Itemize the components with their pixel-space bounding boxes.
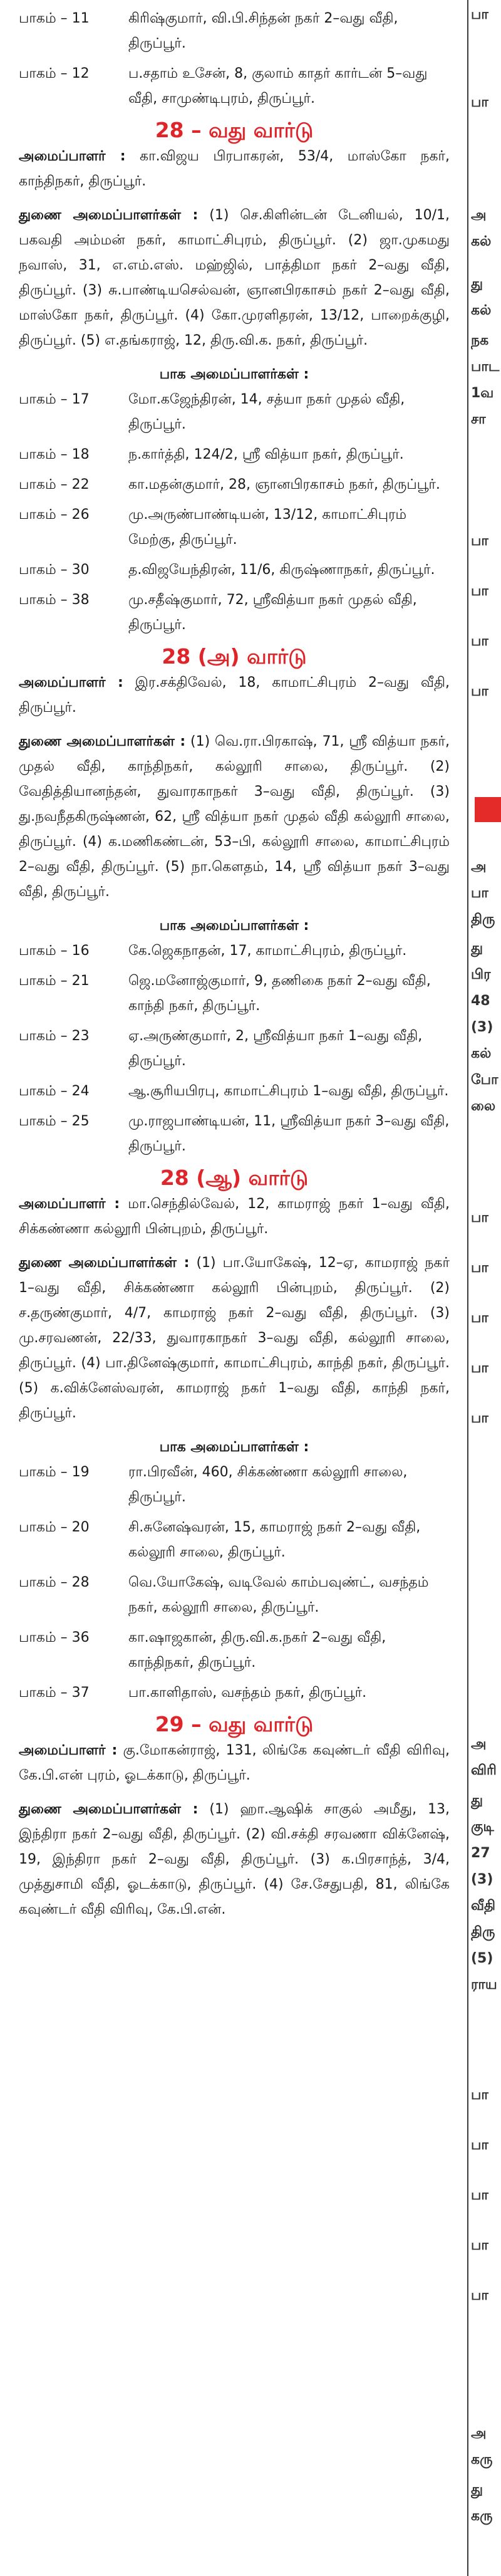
- continued-entries: [19, 0, 450, 112]
- clipped-text-fragment: கல்: [471, 303, 492, 318]
- list-item: [19, 6, 450, 56]
- clipped-text-fragment: பா: [471, 95, 488, 110]
- part-address: ரா.பிரவீன், 460, சிக்கண்ணா கல்லூரி சாலை, திருப்பூர்.: [128, 1464, 408, 1505]
- organizer-text: மா.செந்தில்வேல், 12, காமராஜ் நகர் 1–வது வீதி, சிக்கண்ணா கல்லூரி பின்புறம், திருப்பூர்.: [19, 1196, 450, 1237]
- clipped-text-fragment: கரு: [471, 2508, 493, 2524]
- list-item: [19, 939, 450, 964]
- ward-title: 28 – வது வார்டு: [155, 118, 314, 142]
- clipped-text-fragment: து: [471, 2482, 483, 2498]
- clipped-text-fragment: லை: [471, 1098, 496, 1114]
- list-item: [19, 969, 450, 1019]
- list-item: [19, 1460, 450, 1510]
- clipped-text-fragment: அ: [471, 207, 487, 223]
- organizer-label: அமைப்பாளர் :: [19, 675, 123, 691]
- list-item: [19, 1570, 450, 1620]
- clipped-text-fragment: 48: [471, 993, 490, 1009]
- clipped-text-fragment: பா: [471, 583, 488, 599]
- deputy-paragraph: [19, 1251, 450, 1426]
- organizer-paragraph: [19, 670, 450, 721]
- part-address: கே.ஜெகநாதன், 17, காமாட்சிபுரம், திருப்பூர்.: [128, 943, 407, 959]
- adjacent-column-edge: [471, 0, 501, 2576]
- clipped-text-fragment: 1வ: [471, 385, 494, 401]
- clipped-text-fragment: பா: [471, 1310, 488, 1326]
- clipped-text-fragment: பா: [471, 634, 488, 649]
- clipped-text-fragment: போ: [471, 1072, 498, 1088]
- part-label: பாகம் – 18: [19, 447, 90, 462]
- clipped-text-fragment: பா: [471, 2288, 488, 2303]
- deputy-paragraph: [19, 729, 450, 905]
- clipped-text-fragment: கல்: [471, 1046, 492, 1061]
- clipped-text-fragment: பா: [471, 2087, 488, 2103]
- part-label: பாகம் – 19: [19, 1464, 90, 1480]
- organizer-text: இர.சக்திவேல், 18, காமாட்சிபுரம் 2–வது வீதி, திருப்பூர்.: [19, 675, 450, 716]
- deputy-label: துணை அமைப்பாளர்கள் :: [19, 1255, 190, 1271]
- part-address: மு.சதீஷ்குமார், 72, ஸ்ரீவித்யா நகர் முதல் வீதி, திருப்பூர்.: [128, 592, 417, 633]
- part-label: பாகம் – 20: [19, 1520, 90, 1535]
- list-item: [19, 1024, 450, 1074]
- column-divider: [467, 0, 468, 2576]
- clipped-text-fragment: விரி: [471, 1763, 497, 1778]
- clipped-text-fragment: ராய: [471, 1977, 497, 1993]
- part-address: கா.ஷாஜகான், திரு.வி.க.நகர் 2–வது வீதி, காந்திநகர், திருப்பூர்.: [128, 1630, 386, 1671]
- clipped-text-fragment: பிர: [471, 967, 491, 983]
- deputy-text: (1) பா.யோகேஷ், 12–ஏ, காமராஜ் நகர் 1–வது வீதி, சிக்கண்ணா கல்லூரி பின்புறம், திருப்பூர். (2) ச.தருண்குமார், 4/7, காமராஜ் நகர் 2–வது வீதி, திருப்பூர். (3) மு.சரவணன், 22/33, துவாரகாநகர் 3–வது வீதி, கல்லூரி சாலை, திருப்பூர். (4) பா.தினேஷ்குமார், காமாட்சிபுரம், காந்தி நகர், திருப்பூர். (5) க.விக்னேஸ்வரன், காமராஜ் நகர் 1–வது வீதி, காந்தி நகர், திருப்பூர்.: [19, 1255, 450, 1421]
- part-address: வெ.யோகேஷ், வடிவேல் காம்பவுண்ட், வசந்தம் நகர், கல்லூரி சாலை, திருப்பூர்.: [128, 1575, 429, 1615]
- list-item: [19, 1681, 450, 1706]
- organizer-paragraph: [19, 1738, 450, 1788]
- clipped-text-fragment: சா: [471, 412, 486, 427]
- clipped-text-fragment: திரு: [471, 912, 495, 927]
- organizer-paragraph: [19, 144, 450, 194]
- part-address: கிரிஷ்குமார், வி.பி.சிந்தன் நகர் 2–வது வீதி, திருப்பூர்.: [128, 11, 398, 51]
- clipped-text-fragment: து: [471, 276, 483, 292]
- clipped-text-fragment: திரு: [471, 1924, 495, 1940]
- clipped-text-fragment: அ: [471, 2426, 487, 2441]
- part-label: பாகம் – 16: [19, 943, 90, 959]
- part-label: பாகம் – 38: [19, 592, 90, 608]
- deputy-paragraph: [19, 203, 450, 353]
- part-label: பாகம் – 25: [19, 1113, 90, 1129]
- red-section-bar: [475, 797, 501, 822]
- ward-section: [19, 643, 450, 1159]
- deputy-label: துணை அமைப்பாளர்கள் :: [19, 1802, 199, 1817]
- part-address: மோ.கஜேந்திரன், 14, சத்யா நகர் முதல் வீதி, திருப்பூர்.: [128, 392, 405, 432]
- clipped-text-fragment: து: [471, 941, 483, 956]
- part-label: பாகம் – 21: [19, 973, 90, 989]
- clipped-text-fragment: பா: [471, 533, 488, 549]
- ward-title: 28 (ஆ) வார்டு: [160, 1165, 309, 1190]
- part-label: பாகம் – 26: [19, 507, 90, 523]
- clipped-text-fragment: பா: [471, 684, 488, 699]
- part-address: பா.காளிதாஸ், வசந்தம் நகர், திருப்பூர்.: [128, 1685, 367, 1701]
- part-address: ஏ.அருண்குமார், 2, ஸ்ரீவித்யா நகர் 1–வது வீதி, திருப்பூர்.: [128, 1028, 423, 1069]
- clipped-text-fragment: து: [471, 1793, 483, 1808]
- clipped-text-fragment: பா: [471, 1210, 488, 1226]
- clipped-text-fragment: பா: [471, 2188, 488, 2203]
- clipped-text-fragment: (3): [471, 1872, 493, 1887]
- part-label: பாகம் – 17: [19, 392, 90, 407]
- list-item: [19, 61, 450, 112]
- organizer-text: கு.மோகன்ராஜ், 131, லிங்கே கவுண்டர் வீதி விரிவு, கே.பி.என் புரம், ஓடக்காடு, திருப்பூர்.: [19, 1743, 450, 1783]
- part-address: மு.ராஜபாண்டியன், 11, ஸ்ரீவித்யா நகர் 3–வது வீதி, திருப்பூர்.: [128, 1113, 450, 1154]
- clipped-text-fragment: அ: [471, 1736, 487, 1752]
- organizer-label: அமைப்பாளர் :: [19, 1196, 120, 1212]
- part-label: பாகம் – 12: [19, 66, 90, 81]
- list-item: [19, 1079, 450, 1104]
- clipped-text-fragment: பா: [471, 1260, 488, 1276]
- part-label: பாகம் – 22: [19, 477, 90, 493]
- list-item: [19, 1109, 450, 1159]
- part-organizers-heading: பாக அமைப்பாளர்கள் :: [159, 367, 309, 382]
- clipped-text-fragment: குடி: [471, 1819, 494, 1835]
- clipped-text-fragment: (3): [471, 1019, 493, 1035]
- deputy-label: துணை அமைப்பாளர்கள் :: [19, 207, 199, 223]
- ward-section: [19, 117, 450, 638]
- part-address: கா.மதன்குமார், 28, ஞானபிரகாசம் நகர், திருப்பூர்.: [128, 477, 440, 493]
- clipped-text-fragment: கரு: [471, 2452, 493, 2468]
- deputy-text: (1) ஹா.ஆஷிக் சாகுல் அமீது, 13, இந்திரா நகர் 2–வது வீதி, திருப்பூர். (2) வி.சக்தி சரவணா விக்னேஷ், 19, இந்திரா நகர் 2–வது வீதி, திருப்பூர். (3) க.பிரசாந்த், 3/4, முத்துசாமி வீதி, ஓடக்காடு, திருப்பூர். (4) சே.சேதுபதி, 81, லிங்கே கவுண்டர் வீதி விரிவு, கே.பி.என்.: [19, 1802, 450, 1917]
- list-item: [19, 1625, 450, 1676]
- ward-section: [19, 1164, 450, 1706]
- list-item: [19, 472, 450, 498]
- clipped-text-fragment: பா: [471, 7, 488, 23]
- clipped-text-fragment: கல்: [471, 234, 492, 249]
- part-label: பாகம் – 36: [19, 1630, 90, 1645]
- clipped-text-fragment: பா: [471, 2238, 488, 2253]
- clipped-text-fragment: வீதி: [471, 1898, 496, 1914]
- clipped-text-fragment: பா: [471, 1411, 488, 1426]
- deputy-text: (1) செ.கிளின்டன் டேனியல், 10/1, பகவதி அம்மன் நகர், காமாட்சிபுரம், திருப்பூர். (2) ஜா.முகமது நவாஸ், 31, எ.எம்.எஸ். மஹ்ஜில், பாத்திமா நகர் 2–வது வீதி, திருப்பூர். (3) சு.பாண்டியசெல்வன், ஞானபிரகாசம் நகர் 2–வது வீதி, மாஸ்கோ நகர், திருப்பூர். (4) கோ.முரளிதரன், 13/12, பாறைக்குழி, திருப்பூர். (5) எ.தங்கராஜ், 12, திரு.வி.க. நகர், திருப்பூர்.: [19, 207, 450, 348]
- clipped-text-fragment: பாட: [471, 359, 500, 375]
- deputy-text: (1) வெ.ரா.பிரகாஷ், 71, ஸ்ரீ வித்யா நகர், முதல் வீதி, காந்திநகர், கல்லூரி சாலை, திருப்பூர். (2) வேதித்தியானந்தன், துவாரகாநகர் 3–வது வீதி, திருப்பூர். (3) து.நவநீதகிருஷ்ணன், 62, ஸ்ரீ வித்யா நகர் முதல் வீதி கல்லூரி சாலை, திருப்பூர். (4) க.மணிகண்டன், 53–பி, கல்லூரி சாலை, காமாட்சிபுரம் 2–வது வீதி, திருப்பூர். (5) நா.கௌதம், 14, ஸ்ரீ வித்யா நகர் 3–வது வீதி, திருப்பூர்.: [19, 734, 450, 900]
- organizer-label: அமைப்பாளர் :: [19, 1743, 118, 1758]
- part-address: ஆ.சூரியபிரபு, காமாட்சிபுரம் 1–வது வீதி, திருப்பூர்.: [128, 1083, 449, 1099]
- list-item: [19, 588, 450, 638]
- clipped-text-fragment: பா: [471, 1360, 488, 1376]
- part-address: ஜெ.மனோஜ்குமார், 9, தணிகை நகர் 2–வது வீதி, காந்தி நகர், திருப்பூர்.: [128, 973, 431, 1014]
- clipped-text-fragment: நக: [471, 333, 489, 348]
- list-item: [19, 558, 450, 583]
- part-organizers-heading: பாக அமைப்பாளர்கள் :: [159, 918, 309, 934]
- part-label: பாகம் – 23: [19, 1028, 90, 1044]
- organizer-paragraph: [19, 1192, 450, 1242]
- organizer-text: கா.விஜய பிரபாகரன், 53/4, மாஸ்கோ நகர், காந்திநகர், திருப்பூர்.: [19, 149, 450, 189]
- part-address: த.விஜயேந்திரன், 11/6, கிருஷ்ணாநகர், திருப்பூர்.: [128, 562, 435, 578]
- part-organizers-heading: பாக அமைப்பாளர்கள் :: [159, 1439, 309, 1455]
- part-label: பாகம் – 30: [19, 562, 90, 578]
- clipped-text-fragment: அ: [471, 859, 487, 875]
- ward-title: 28 (அ) வார்டு: [162, 644, 307, 669]
- deputy-paragraph: [19, 1797, 450, 1922]
- part-label: பாகம் – 11: [19, 11, 90, 26]
- clipped-text-fragment: (5): [471, 1951, 493, 1966]
- list-item: [19, 1515, 450, 1565]
- list-item: [19, 387, 450, 437]
- deputy-label: துணை அமைப்பாளர்கள் :: [19, 734, 186, 749]
- part-label: பாகம் – 24: [19, 1083, 90, 1099]
- clipped-text-fragment: பா: [471, 2137, 488, 2153]
- ward-title: 29 – வது வார்டு: [155, 1712, 314, 1736]
- part-label: பாகம் – 28: [19, 1575, 90, 1590]
- clipped-text-fragment: 27: [471, 1845, 490, 1861]
- part-address: ப.சதாம் உசேன், 8, குலாம் காதர் கார்டன் 5–வது வீதி, சாமுண்டிபுரம், திருப்பூர்.: [128, 66, 428, 107]
- part-label: பாகம் – 37: [19, 1685, 90, 1701]
- organizer-label: அமைப்பாளர் :: [19, 149, 126, 164]
- list-item: [19, 442, 450, 467]
- part-address: ந.கார்த்தி, 124/2, ஸ்ரீ வித்யா நகர், திருப்பூர்.: [128, 447, 404, 462]
- part-address: சி.சுனேஷ்வரன், 15, காமராஜ் நகர் 2–வது வீதி, கல்லூரி சாலை, திருப்பூர்.: [128, 1520, 421, 1560]
- part-address: மு.அருண்பாண்டியன், 13/12, காமாட்சிபுரம் மேற்கு, திருப்பூர்.: [128, 507, 407, 548]
- ward-section: [19, 1711, 450, 1922]
- clipped-text-fragment: பா: [471, 885, 488, 901]
- list-item: [19, 503, 450, 553]
